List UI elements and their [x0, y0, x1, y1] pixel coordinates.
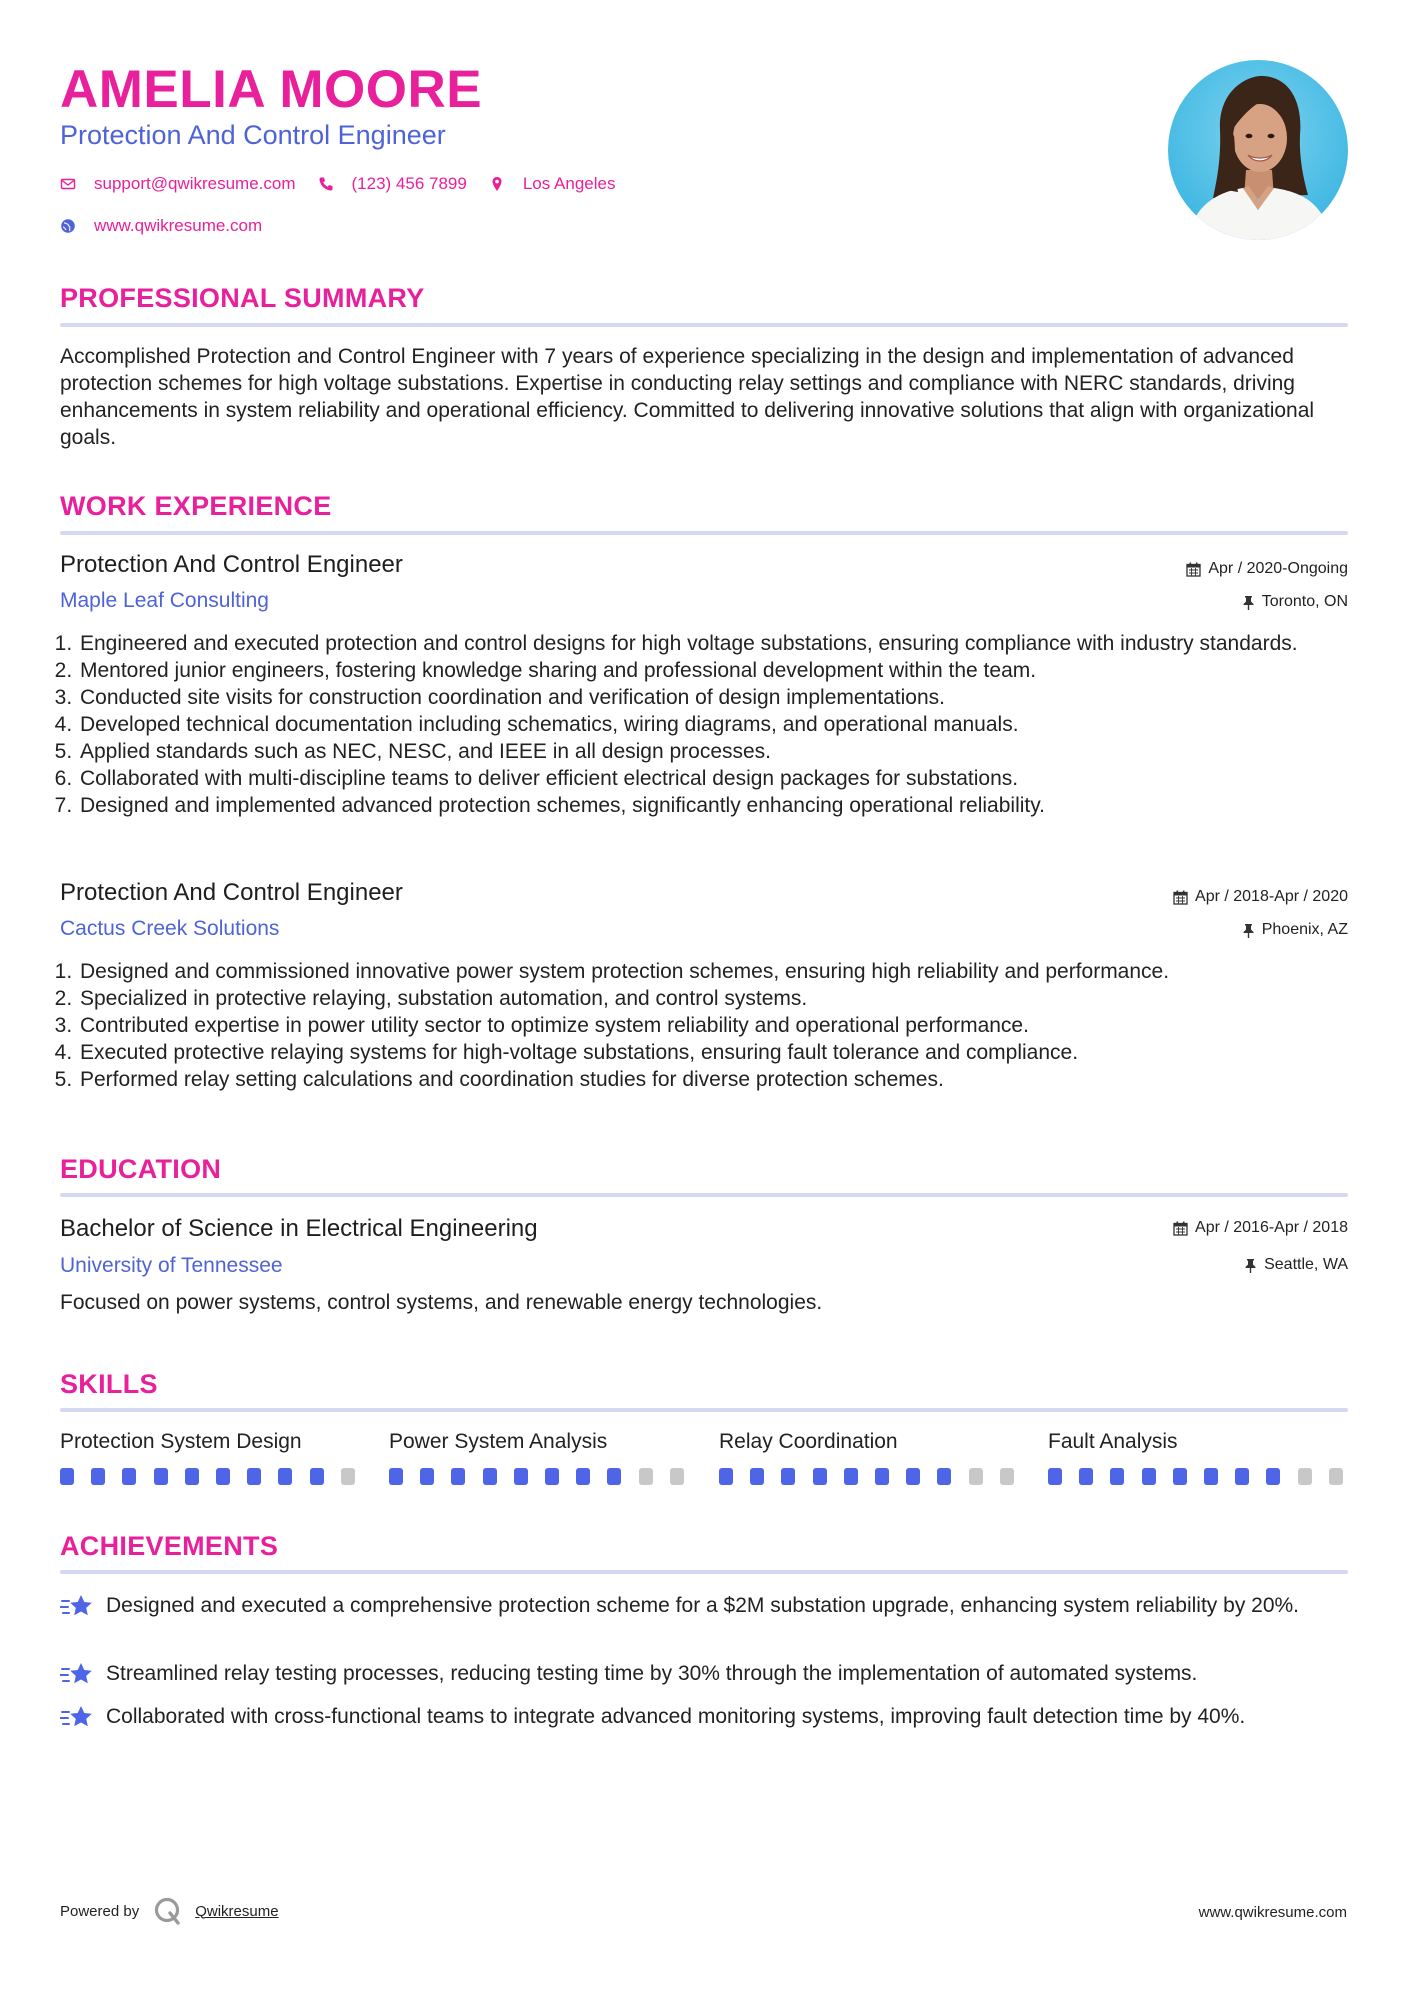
rating-dot-filled: [1173, 1468, 1187, 1485]
rating-dot-empty: [670, 1468, 684, 1485]
job-dates: [1173, 886, 1348, 908]
list-item: 4. Executed protective relaying systems for high-voltage substations, ensuring fault tolerance and compliance.: [78, 1039, 1368, 1066]
achievement-text: Collaborated with cross-functional teams to integrate advanced monitoring systems, improving fault detection time by 40%.: [106, 1705, 1246, 1728]
education-dates-text: Apr / 2016-Apr / 2018: [1195, 1219, 1348, 1236]
achievement-item: [60, 1703, 1350, 1733]
job-title: Protection And Control Engineer: [60, 879, 403, 906]
phone-icon: [318, 176, 334, 192]
list-item: 7. Designed and implemented advanced protection schemes, significantly enhancing operational reliability.: [78, 792, 1368, 819]
pushpin-icon: [1242, 923, 1255, 938]
skill-item: [60, 1428, 360, 1456]
footer-website[interactable]: www.qwikresume.com: [1198, 1904, 1347, 1921]
rating-dot-filled: [1079, 1468, 1093, 1485]
brand-link[interactable]: Qwikresume: [195, 1902, 279, 1920]
profile-photo: [1168, 60, 1348, 240]
skill-rating: [389, 1468, 701, 1485]
job-responsibilities: [60, 958, 1368, 1093]
skill-item: [719, 1428, 1019, 1456]
map-pin-icon: [489, 176, 505, 192]
rating-dot-empty: [1000, 1468, 1014, 1485]
job-dates-text: Apr / 2018-Apr / 2020: [1195, 888, 1348, 905]
job-dates-text: Apr / 2020-Ongoing: [1208, 560, 1348, 577]
skill-rating: [719, 1468, 1031, 1485]
job-location: [1242, 919, 1348, 941]
rating-dot-filled: [310, 1468, 324, 1485]
section-divider: [60, 1570, 1348, 1574]
rating-dot-filled: [216, 1468, 230, 1485]
job-title: Protection And Control Engineer: [60, 551, 403, 578]
rating-dot-filled: [154, 1468, 168, 1485]
rating-dot-filled: [937, 1468, 951, 1485]
skill-rating: [1048, 1468, 1360, 1485]
rating-dot-filled: [451, 1468, 465, 1485]
footer-branding: [60, 1896, 279, 1926]
candidate-title: Protection And Control Engineer: [60, 120, 446, 150]
education-description: Focused on power systems, control systems, and renewable energy technologies.: [60, 1291, 823, 1314]
list-item: 4. Developed technical documentation including schematics, wiring diagrams, and operational manuals.: [78, 711, 1368, 738]
rating-dot-filled: [576, 1468, 590, 1485]
rating-dot-filled: [906, 1468, 920, 1485]
rating-dot-empty: [639, 1468, 653, 1485]
list-item: 6. Collaborated with multi-discipline teams to deliver efficient electrical design packages for substations.: [78, 765, 1368, 792]
qwikresume-logo-icon: [153, 1896, 183, 1926]
section-divider: [60, 323, 1348, 327]
list-item: 5. Performed relay setting calculations and coordination studies for diverse protection schemes.: [78, 1066, 1368, 1093]
rating-dot-filled: [719, 1468, 733, 1485]
company-name: Cactus Creek Solutions: [60, 917, 280, 940]
globe-icon: [60, 218, 76, 234]
degree-title: Bachelor of Science in Electrical Engineering: [60, 1215, 538, 1242]
section-divider: [60, 531, 1348, 535]
list-item: 1. Designed and commissioned innovative power system protection schemes, ensuring high reliability and performance.: [78, 958, 1368, 985]
powered-by-text: Powered by: [60, 1902, 140, 1920]
rating-dot-filled: [122, 1468, 136, 1485]
education-dates: [1173, 1217, 1348, 1239]
candidate-name: AMELIA MOORE: [60, 60, 483, 119]
achievement-item: [60, 1592, 1350, 1622]
company-name: Maple Leaf Consulting: [60, 589, 269, 612]
section-divider: [60, 1193, 1348, 1197]
phone-contact[interactable]: [318, 172, 467, 196]
rating-dot-filled: [278, 1468, 292, 1485]
email-contact[interactable]: [60, 172, 296, 196]
website-contact[interactable]: [60, 214, 262, 238]
phone-text: (123) 456 7899: [351, 174, 467, 193]
education-heading: EDUCATION: [60, 1154, 222, 1184]
job-dates: [1186, 558, 1348, 580]
achievement-text: Designed and executed a comprehensive protection scheme for a $2M substation upgrade, enhancing system reliability by 20%.: [106, 1594, 1300, 1617]
email-text: support@qwikresume.com: [94, 174, 296, 193]
star-icon: [60, 1703, 94, 1733]
job-location-text: Toronto, ON: [1261, 593, 1348, 610]
location-contact: [489, 172, 616, 196]
rating-dot-filled: [185, 1468, 199, 1485]
calendar-icon: [1173, 1221, 1188, 1236]
job-location: [1242, 591, 1348, 613]
contact-info: [60, 172, 637, 238]
rating-dot-empty: [969, 1468, 983, 1485]
rating-dot-empty: [341, 1468, 355, 1485]
skills-heading: SKILLS: [60, 1369, 158, 1399]
website-text: www.qwikresume.com: [94, 216, 263, 235]
rating-dot-filled: [545, 1468, 559, 1485]
calendar-icon: [1186, 562, 1201, 577]
rating-dot-filled: [781, 1468, 795, 1485]
skill-name: Fault Analysis: [1048, 1430, 1178, 1453]
achievement-text: Streamlined relay testing processes, reducing testing time by 30% through the implementation of automated systems.: [106, 1662, 1198, 1685]
summary-text: Accomplished Protection and Control Engineer with 7 years of experience specializing in the design and implementation of advanced protection schemes for high voltage substations. Expertise in conducting relay settings and compliance with NERC standards, driving enhancements in system reliability and operational efficiency. Committed to delivering innovative solutions that align with organizational goals.: [60, 345, 1315, 449]
rating-dot-filled: [389, 1468, 403, 1485]
star-icon: [60, 1592, 94, 1622]
rating-dot-filled: [420, 1468, 434, 1485]
education-location: [1244, 1254, 1348, 1276]
rating-dot-filled: [813, 1468, 827, 1485]
pushpin-icon: [1242, 595, 1255, 610]
location-text: Los Angeles: [522, 174, 616, 193]
rating-dot-filled: [483, 1468, 497, 1485]
rating-dot-filled: [1204, 1468, 1218, 1485]
rating-dot-filled: [1235, 1468, 1249, 1485]
summary-heading: PROFESSIONAL SUMMARY: [60, 283, 425, 313]
rating-dot-filled: [1110, 1468, 1124, 1485]
section-divider: [60, 1408, 1348, 1412]
rating-dot-filled: [607, 1468, 621, 1485]
list-item: 5. Applied standards such as NEC, NESC, and IEEE in all design processes.: [78, 738, 1368, 765]
list-item: 1. Engineered and executed protection and control designs for high voltage substations, ensuring compliance with industry standards.: [78, 630, 1368, 657]
envelope-icon: [60, 176, 76, 192]
rating-dot-empty: [1298, 1468, 1312, 1485]
rating-dot-filled: [875, 1468, 889, 1485]
rating-dot-filled: [844, 1468, 858, 1485]
education-location-text: Seattle, WA: [1264, 1256, 1348, 1273]
rating-dot-filled: [60, 1468, 74, 1485]
skill-name: Protection System Design: [60, 1430, 302, 1453]
calendar-icon: [1173, 890, 1188, 905]
star-icon: [60, 1660, 94, 1690]
skill-name: Power System Analysis: [389, 1430, 608, 1453]
rating-dot-filled: [91, 1468, 105, 1485]
list-item: 3. Contributed expertise in power utility sector to optimize system reliability and operational performance.: [78, 1012, 1368, 1039]
list-item: 2. Specialized in protective relaying, substation automation, and control systems.: [78, 985, 1368, 1012]
skill-name: Relay Coordination: [719, 1430, 898, 1453]
rating-dot-empty: [1329, 1468, 1343, 1485]
skill-item: [1048, 1428, 1348, 1456]
pushpin-icon: [1244, 1258, 1257, 1273]
rating-dot-filled: [1266, 1468, 1280, 1485]
achievements-heading: ACHIEVEMENTS: [60, 1531, 279, 1561]
job-location-text: Phoenix, AZ: [1261, 921, 1348, 938]
job-responsibilities: [60, 630, 1368, 819]
achievement-item: [60, 1660, 1350, 1690]
list-item: 2. Mentored junior engineers, fostering knowledge sharing and professional development within the team.: [78, 657, 1368, 684]
rating-dot-filled: [750, 1468, 764, 1485]
rating-dot-filled: [247, 1468, 261, 1485]
rating-dot-filled: [1048, 1468, 1062, 1485]
school-name: University of Tennessee: [60, 1254, 283, 1277]
skill-item: [389, 1428, 689, 1456]
experience-heading: WORK EXPERIENCE: [60, 491, 332, 521]
skill-rating: [60, 1468, 372, 1485]
rating-dot-filled: [1142, 1468, 1156, 1485]
list-item: 3. Conducted site visits for construction coordination and verification of design implementations.: [78, 684, 1368, 711]
rating-dot-filled: [514, 1468, 528, 1485]
